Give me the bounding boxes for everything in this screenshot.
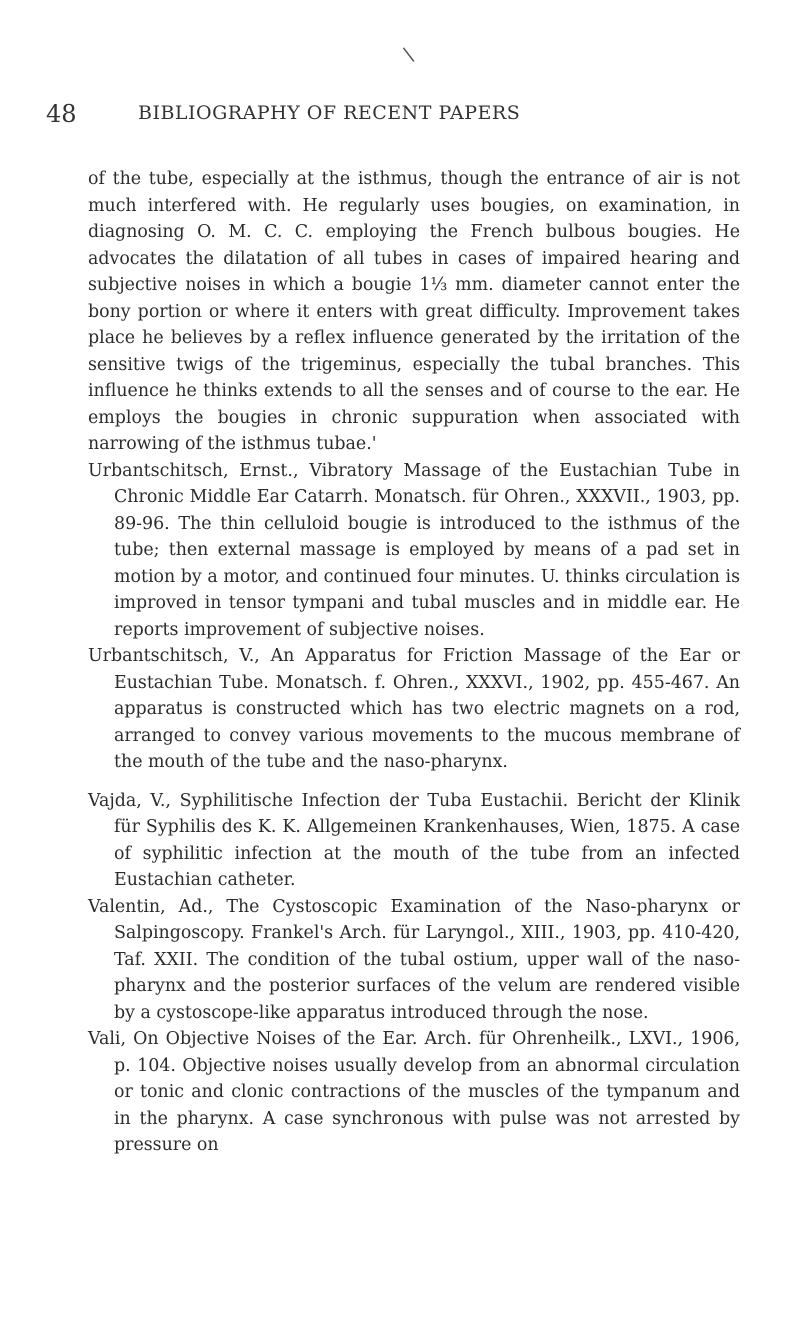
bibliography-entry-urbantschitsch-ernst: Urbantschitsch, Ernst., Vibratory Massage of the Eustachian Tube in Chronic Middle Ear Catarrh. Monatsch. für Ohren., XXXVII., 1903, pp. 89-96. The thin celluloid bougie is introduced to the isthmus of the tube; then external massage is employed by means of a pad set in motion by a motor, and continued four minutes. U. thinks circulation is improved in tensor tympani and tubal muscles and in middle ear. He reports improvement of subjective noises. <box>88 460 740 640</box>
running-title: BIBLIOGRAPHY OF RECENT PAPERS <box>138 102 521 124</box>
bibliography-text <box>88 166 740 1159</box>
bibliography-entry-vajda: Vajda, V., Syphilitische Infection der Tuba Eustachii. Bericht der Klinik für Syphilis des K. K. Allgemeinen Krankenhauses, Wien, 1875. A case of syphilitic infection at the mouth of the tube from an infected Eustachian catheter. <box>88 790 740 890</box>
page-number: 48 <box>46 100 77 128</box>
bibliography-entry-valentin: Valentin, Ad., The Cystoscopic Examination of the Naso-pharynx or Salpingoscopy. Frankel's Arch. für Laryngol., XIII., 1903, pp. 410-420, Taf. XXII. The condition of the tubal ostium, upper wall of the naso-pharynx and the posterior surfaces of the velum are rendered visible by a cystoscope-like apparatus introduced through the nose. <box>88 896 740 1023</box>
bibliography-entry-urbantschitsch-v: Urbantschitsch, V., An Apparatus for Friction Massage of the Ear or Eustachian Tube. Monatsch. f. Ohren., XXXVI., 1902, pp. 455-467. An apparatus is constructed which has two electric magnets on a rod, arranged to convey various movements to the mucous membrane of the mouth of the tube and the naso-pharynx. <box>88 646 740 772</box>
corner-mark: \ <box>401 41 416 67</box>
page-header <box>46 100 746 140</box>
continuation-paragraph: of the tube, especially at the isthmus, though the entrance of air is not much interfered with. He regularly uses bougies, on examination, in diagnosing O. M. C. C. employing the French bulbous bougies. He advocates the dilatation of all tubes in cases of impaired hearing and subjective noises in which a bougie 1⅓ mm. diameter cannot enter the bony portion or where it enters with great difficulty. Improvement takes place he believes by a reflex influence generated by the irritation of the sensitive twigs of the trigeminus, especially the tubal branches. This influence he thinks extends to all the senses and of course to the ear. He employs the bougies in chronic suppuration when associated with narrowing of the isthmus tubae.' <box>88 169 740 454</box>
bibliography-entry-vali: Vali, On Objective Noises of the Ear. Arch. für Ohrenheilk., LXVI., 1906, p. 104. Objective noises usually develop from an abnormal circulation or tonic and clonic contractions of the muscles of the tympanum and in the pharynx. A case synchronous with pulse was not arrested by pressure on <box>88 1029 740 1155</box>
